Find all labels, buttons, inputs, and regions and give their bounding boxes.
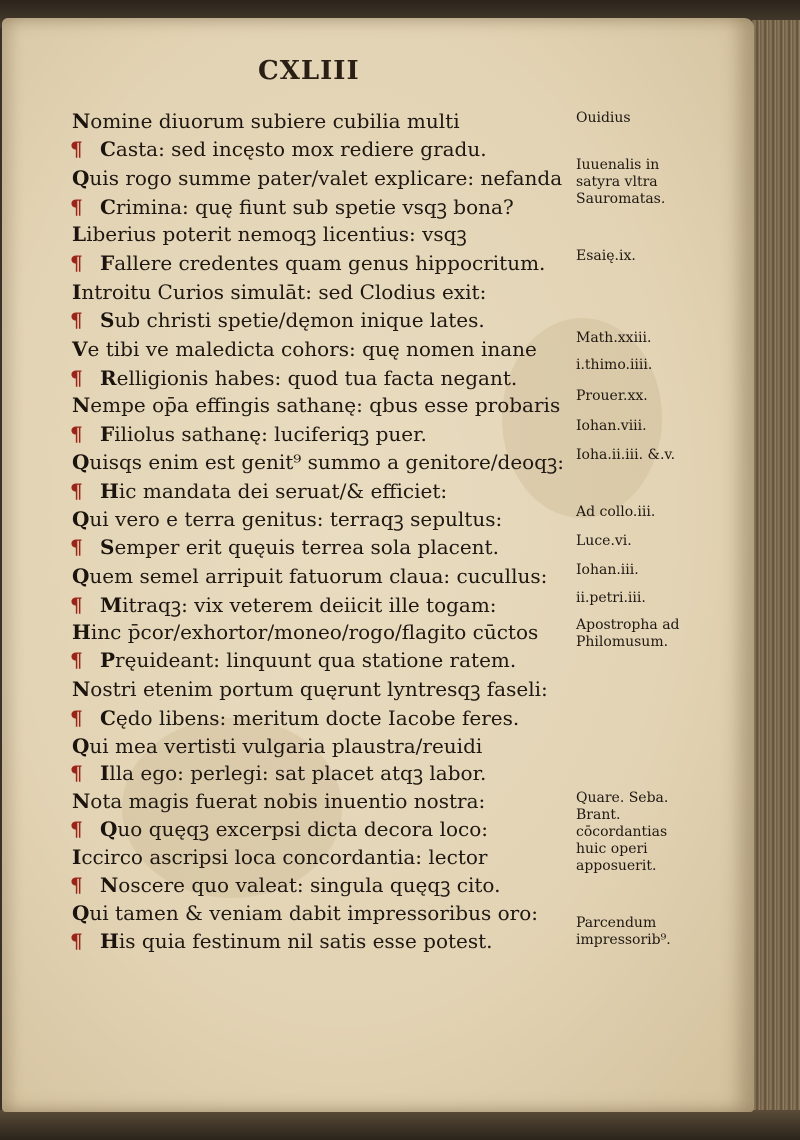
verse-line (72, 336, 537, 362)
margin-note: Ouidius (576, 110, 631, 126)
line-initial: C (100, 706, 116, 730)
line-text: uo quęqꝫ excerpsi dicta decora loco: (117, 817, 488, 841)
pilcrow-mark: ¶ (70, 422, 83, 446)
margin-note: Parcendum impressorib⁹. (576, 915, 671, 948)
line-text: ccirco ascripsi loca concordantia: lector (81, 845, 488, 869)
verse-line (72, 563, 547, 589)
line-initial: C (100, 137, 116, 161)
verse-line (72, 365, 517, 391)
line-text: empe op̄a effingis sathanę: qbus esse probaris (90, 393, 561, 417)
line-text: ota magis fuerat nobis inuentio nostra: (90, 789, 486, 813)
line-initial: N (72, 393, 91, 417)
line-text: inc p̄cor/exhortor/moneo/rogo/flagito cūctos (90, 620, 539, 644)
margin-note: Iuuenalis in satyra vltra Sauromatas. (576, 157, 666, 207)
verse-line (72, 816, 488, 842)
folio-number: CXLIII (258, 56, 360, 86)
line-initial: Q (100, 817, 118, 841)
line-initial: N (72, 109, 91, 133)
line-text: ic mandata dei seruat/& efficiet: (118, 479, 448, 503)
verse-line (72, 900, 538, 926)
line-text: oscere quo valeat: singula quęqꝫ cito. (118, 873, 501, 897)
verse-line (72, 307, 485, 333)
line-initial: I (72, 845, 82, 869)
line-text: ui tamen & veniam dabit impressoribus oro: (89, 901, 538, 925)
verse-line (72, 279, 486, 305)
line-text: omine diuorum subiere cubilia multi (90, 109, 460, 133)
line-text: asta: sed incęsto mox rediere gradu. (115, 137, 487, 161)
verse-line (72, 221, 467, 247)
line-initial: H (100, 479, 119, 503)
line-text: itraqꝫ: vix veterem deiicit ille togam: (122, 593, 497, 617)
margin-note: ii.petri.iii. (576, 590, 646, 606)
line-initial: N (72, 677, 91, 701)
pilcrow-mark: ¶ (70, 706, 83, 730)
line-text: ntroitu Curios simulāt: sed Clodius exit: (81, 280, 487, 304)
pilcrow-mark: ¶ (70, 366, 83, 390)
line-initial: I (100, 761, 110, 785)
pilcrow-mark: ¶ (70, 648, 83, 672)
line-initial: Q (72, 507, 90, 531)
line-text: ub christi spetie/dęmon inique lates. (114, 308, 485, 332)
verse-line (72, 250, 545, 276)
verse-line (72, 928, 493, 954)
line-initial: N (100, 873, 119, 897)
line-text: ręuideant: linquunt qua statione ratem. (115, 648, 517, 672)
verse-line (72, 844, 487, 870)
line-text: iberius poterit nemoqꝫ licentius: vsqꝫ (86, 222, 467, 246)
margin-note: Iohan.iii. (576, 562, 639, 578)
line-initial: P (100, 648, 116, 672)
pilcrow-mark: ¶ (70, 479, 83, 503)
verse-line (72, 478, 447, 504)
line-initial: H (100, 929, 119, 953)
line-initial: Q (72, 564, 90, 588)
verse-line (72, 108, 460, 134)
pilcrow-mark: ¶ (70, 195, 83, 219)
line-text: uem semel arripuit fatuorum claua: cucullus: (89, 564, 548, 588)
line-text: lla ego: perlegi: sat placet atqꝫ labor. (109, 761, 487, 785)
line-text: iliolus sathanę: luciferiqꝫ puer. (114, 422, 427, 446)
line-text: emper erit quęuis terrea sola placent. (114, 535, 499, 559)
verse-line (72, 534, 499, 560)
line-text: ostri etenim portum quęrunt lyntresqꝫ faseli: (90, 677, 548, 701)
pilcrow-mark: ¶ (70, 761, 83, 785)
verse-line (72, 421, 427, 447)
margin-note: Math.xxiii. (576, 330, 652, 346)
line-initial: Q (72, 734, 90, 758)
margin-note: Ioha.ii.iii. &.v. (576, 447, 676, 463)
verse-line (72, 676, 548, 702)
book-bottom-edge (0, 1110, 800, 1140)
margin-note: Apostropha ad Philomusum. (576, 617, 680, 650)
pilcrow-mark: ¶ (70, 251, 83, 275)
verse-line (72, 194, 514, 220)
line-initial: R (100, 366, 117, 390)
line-text: elligionis habes: quod tua facta negant. (116, 366, 518, 390)
line-text: rimina: quę fiunt sub spetie vsqꝫ bona? (115, 195, 514, 219)
line-initial: V (72, 337, 88, 361)
margin-note: Prouer.xx. (576, 388, 648, 404)
line-text: allere credentes quam genus hippocritum. (114, 251, 546, 275)
verse-line (72, 872, 500, 898)
verse-line (72, 760, 486, 786)
pilcrow-mark: ¶ (70, 817, 83, 841)
margin-note: i.thimo.iiii. (576, 357, 653, 373)
pilcrow-mark: ¶ (70, 137, 83, 161)
line-initial: S (100, 308, 115, 332)
pilcrow-mark: ¶ (70, 308, 83, 332)
pilcrow-mark: ¶ (70, 929, 83, 953)
margin-note: Luce.vi. (576, 533, 632, 549)
line-initial: F (100, 422, 115, 446)
verse-line (72, 705, 519, 731)
verse-line (72, 619, 538, 645)
line-text: is quia festinum nil satis esse potest. (118, 929, 493, 953)
margin-note: Quare. Seba. Brant. cōcordantias huic operi apposuerit. (576, 790, 669, 874)
line-initial: C (100, 195, 116, 219)
pilcrow-mark: ¶ (70, 873, 83, 897)
line-initial: F (100, 251, 115, 275)
line-initial: Q (72, 901, 90, 925)
line-initial: S (100, 535, 115, 559)
line-initial: L (72, 222, 87, 246)
verse-line (72, 506, 502, 532)
verse-line (72, 136, 487, 162)
verse-line (72, 165, 562, 191)
line-text: ui vero e terra genitus: terraqꝫ sepultus: (89, 507, 503, 531)
line-initial: N (72, 789, 91, 813)
line-initial: M (100, 593, 123, 617)
line-initial: I (72, 280, 82, 304)
line-initial: Q (72, 166, 90, 190)
verse-line (72, 733, 482, 759)
line-text: ui mea vertisti vulgaria plaustra/reuidi (89, 734, 483, 758)
verse-line (72, 647, 516, 673)
pilcrow-mark: ¶ (70, 593, 83, 617)
verse-line (72, 788, 485, 814)
line-text: uis rogo summe pater/valet explicare: nefanda (89, 166, 563, 190)
line-initial: Q (72, 450, 90, 474)
line-text: uisqs enim est genit⁹ summo a genitore/deoqꝫ: (89, 450, 564, 474)
line-text: e tibi ve maledicta cohors: quę nomen inane (87, 337, 537, 361)
verse-line (72, 392, 560, 418)
line-text: ędo libens: meritum docte Iacobe feres. (115, 706, 520, 730)
margin-note: Iohan.viii. (576, 418, 647, 434)
verse-line (72, 449, 564, 475)
book-binding-edge (752, 20, 800, 1120)
verse-line (72, 592, 497, 618)
margin-note: Ad collo.iii. (576, 504, 656, 520)
margin-note: Esaię.ix. (576, 248, 636, 264)
line-initial: H (72, 620, 91, 644)
pilcrow-mark: ¶ (70, 535, 83, 559)
